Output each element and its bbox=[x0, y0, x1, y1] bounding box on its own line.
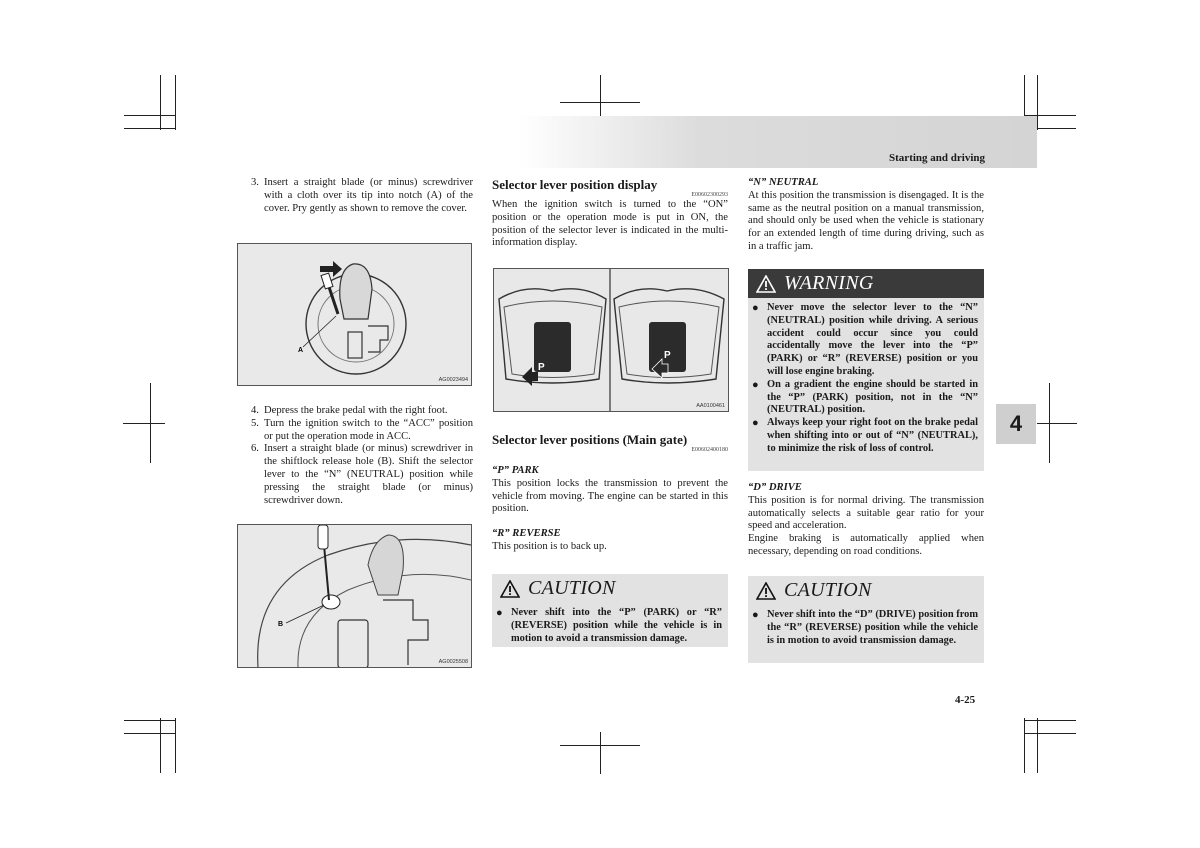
list-item: ● On a gradient the engine should be started in the “P” (PARK) position, not in the “N” (NEUTRAL) position. bbox=[752, 378, 978, 416]
step-6 bbox=[251, 443, 473, 507]
figure-cover-removal bbox=[237, 243, 472, 386]
display-heading: Selector lever position display bbox=[492, 177, 658, 192]
drive-text: This position is for normal driving. The transmission automatically selects a suitable gear ratio for your speed and acceleration. bbox=[748, 494, 984, 532]
display-text: When the ignition switch is turned to the “ON” position or the operation mode is put in ON, the position of the selector lever is indicated in the multi-information display. bbox=[492, 199, 728, 249]
bullet-text: Never shift into the “D” (DRIVE) position from the “R” (REVERSE) position while the vehicle is in motion to avoid transmission damage. bbox=[767, 609, 978, 646]
right-column-drive bbox=[748, 470, 984, 559]
step-text: Depress the brake pedal with the right foot. bbox=[264, 405, 448, 416]
warning-triangle-icon bbox=[756, 275, 776, 293]
warning-bullets bbox=[748, 298, 984, 462]
figure-code: AG0025508 bbox=[438, 659, 468, 665]
figure-code: AA0100461 bbox=[696, 403, 725, 409]
caution-bullets bbox=[748, 605, 984, 653]
left-gear-letter: P bbox=[538, 362, 545, 373]
reverse-label: “R” REVERSE bbox=[492, 528, 561, 540]
caution-header bbox=[492, 574, 728, 603]
caution-bullets bbox=[492, 603, 728, 651]
cover-removal-illustration bbox=[238, 244, 471, 385]
caution-box-middle bbox=[492, 574, 728, 647]
drive-text-2: Engine braking is automatically applied when necessary, depending on road conditions. bbox=[748, 533, 984, 557]
step-3 bbox=[251, 177, 473, 215]
page-number: 4-25 bbox=[955, 694, 976, 706]
right-gear-letter: P bbox=[664, 350, 671, 361]
warning-header bbox=[748, 269, 984, 298]
warning-title: WARNING bbox=[784, 272, 874, 294]
gate-heading: Selector lever positions (Main gate) bbox=[492, 432, 688, 447]
step-text: Turn the ignition switch to the “ACC” position or put the operation mode in ACC. bbox=[264, 417, 473, 442]
step-4 bbox=[251, 405, 473, 418]
step-number: 3. bbox=[251, 177, 259, 188]
header-band bbox=[519, 116, 1037, 168]
step-number: 5. bbox=[251, 417, 259, 429]
right-column-top bbox=[748, 177, 984, 254]
step-number: 6. bbox=[251, 443, 259, 455]
step-text: Insert a straight blade (or minus) screwdriver in the shiftlock release hole (B). Shift the selector lever to the “N” (NEUTRAL) position while pressing the straight blade (or minus) screwdriver down. bbox=[264, 443, 473, 506]
drive-label: “D” DRIVE bbox=[748, 482, 802, 493]
bullet-text: Always keep your right foot on the brake pedal when shifting into or out of “N” (NEUTRAL), to minimize the risk of loss of control. bbox=[767, 417, 978, 454]
figure-position-display bbox=[493, 268, 729, 412]
figure-label-b: B bbox=[278, 621, 284, 628]
caution-header bbox=[748, 576, 984, 605]
figure-code: AG0023494 bbox=[438, 377, 468, 383]
middle-column-positions bbox=[492, 432, 728, 554]
step-number: 4. bbox=[251, 405, 259, 416]
middle-column-top bbox=[492, 177, 728, 250]
shiftlock-release-illustration bbox=[238, 525, 471, 667]
reverse-text: This position is to back up. bbox=[492, 540, 607, 552]
caution-title: CAUTION bbox=[528, 577, 616, 599]
bullet-text: Never move the selector lever to the “N” (NEUTRAL) position while driving. A serious accident could occur since you could accidentally move the lever into the “P” (PARK) or “R” (REVERSE) position or you will lose engine braking. bbox=[767, 302, 978, 377]
caution-box-right bbox=[748, 576, 984, 663]
park-text: This position locks the transmission to prevent the vehicle from moving. The engine can be started in this position. bbox=[492, 477, 728, 515]
warning-box bbox=[748, 269, 984, 471]
neutral-text: At this position the transmission is disengaged. It is the same as the neutral position on a manual transmission, and should only be used when the vehicle is stationary for an extended length of time during driving, such as in a traffic jam. bbox=[748, 189, 984, 252]
list-item: ● Always keep your right foot on the brake pedal when shifting into or out of “N” (NEUTRAL), to minimize the risk of loss of control. bbox=[752, 417, 978, 454]
step-5 bbox=[251, 418, 473, 444]
list-item: ● Never shift into the “P” (PARK) or “R” (REVERSE) position while the vehicle is in motion to avoid a transmission damage. bbox=[496, 607, 722, 644]
step-text: Insert a straight blade (or minus) screwdriver with a cloth over its tip into notch (A) of the cover. Pry gently as shown to remove the cover. bbox=[264, 177, 473, 214]
warning-triangle-icon bbox=[756, 582, 776, 600]
section-code: E00602300293 bbox=[691, 192, 728, 198]
neutral-label: “N” NEUTRAL bbox=[748, 177, 819, 188]
section-code: E00602400180 bbox=[691, 447, 728, 453]
left-column-top bbox=[251, 177, 473, 215]
display-illustration bbox=[494, 269, 728, 411]
left-column-steps bbox=[251, 405, 473, 507]
figure-label-a: A bbox=[298, 347, 304, 354]
figure-shiftlock-release bbox=[237, 524, 472, 668]
bullet-text: On a gradient the engine should be started in the “P” (PARK) position, not in the “N” (NEUTRAL) position. bbox=[767, 378, 978, 416]
section-title: Starting and driving bbox=[889, 152, 985, 164]
park-label: “P” PARK bbox=[492, 465, 539, 476]
list-item: ● Never move the selector lever to the “N” (NEUTRAL) position while driving. A serious accident could occur since you could accidentally move the lever into the “P” (PARK) or “R” (REVERSE) position or you will lose engine braking. bbox=[752, 302, 978, 377]
list-item: ● Never shift into the “D” (DRIVE) position from the “R” (REVERSE) position while the vehicle is in motion to avoid transmission damage. bbox=[752, 609, 978, 646]
caution-title: CAUTION bbox=[784, 579, 872, 601]
chapter-tab: 4 bbox=[996, 404, 1036, 444]
bullet-text: Never shift into the “P” (PARK) or “R” (REVERSE) position while the vehicle is in motion to avoid a transmission damage. bbox=[511, 607, 722, 644]
warning-triangle-icon bbox=[500, 580, 520, 598]
